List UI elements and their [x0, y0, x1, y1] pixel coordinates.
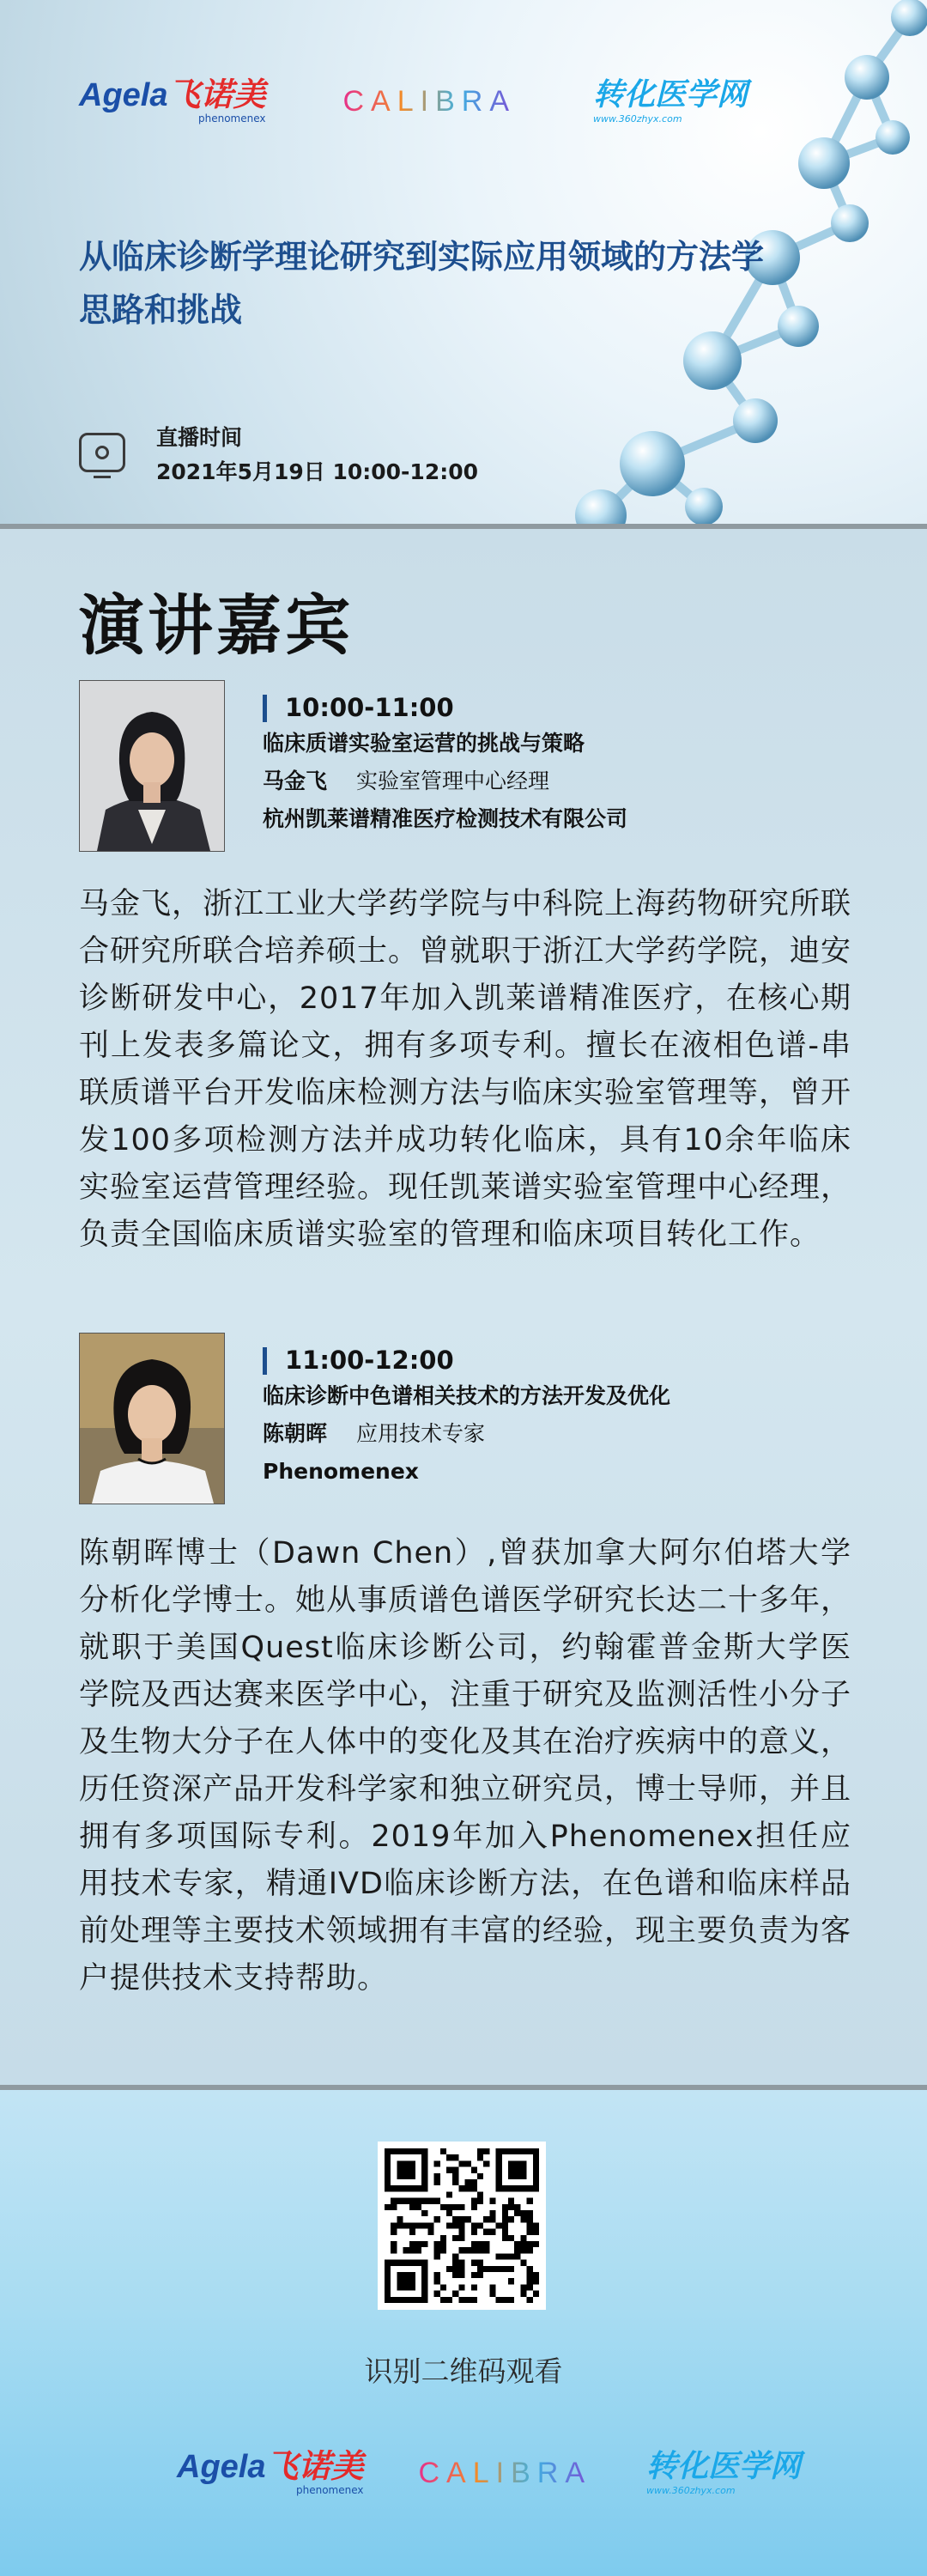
footer-logo-row — [177, 2448, 802, 2496]
agela-phenomenex-logo — [79, 79, 266, 124]
speaker-2-org: Phenomenex — [263, 1459, 419, 1484]
speaker-1-title: 实验室管理中心经理 — [356, 769, 550, 793]
footer-agela-phenomenex-logo — [177, 2451, 364, 2495]
speaker-1-info — [263, 690, 627, 838]
speaker-1-name: 马金飞 — [263, 769, 328, 793]
header-banner — [0, 0, 927, 524]
zhyx-logo — [593, 76, 748, 125]
zhyx-logo-url: www.360zhyx.com — [593, 112, 682, 125]
header-logo-row — [79, 76, 748, 125]
speaker-2-topic: 临床诊断中色谱相关技术的方法开发及优化 — [263, 1383, 671, 1408]
qr-caption: 识别二维码观看 — [364, 2354, 563, 2388]
zhyx-logo-text: 转化医学网 — [593, 76, 748, 112]
footer-zhyx-logo — [646, 2448, 802, 2496]
footer-calibra-logo: CALIBRA — [418, 2456, 591, 2489]
qr-code[interactable] — [378, 2142, 546, 2310]
live-time: 2021年5月19日 10:00-12:00 — [156, 459, 479, 484]
section-title: 演讲嘉宾 — [79, 587, 354, 664]
agela-logo-text: Agela — [79, 77, 168, 113]
speaker-1-bio: 马金飞，浙江工业大学药学院与中科院上海药物研究所联合研究所联合培养硕士。曾就职于浙江大学药学院，迪安诊断研发中心，2017年加入凯莱谱精准医疗，在核心期刊上发表多篇论文，拥有多项专利。擅长在液相色谱-串联质谱平台开发临床检测方法与临床实验室管理等，曾开发100多项检测方法并成功转化临床，具有10余年临床实验室运营管理经验。现任凯莱谱实验室管理中心经理，负责全国临床质谱实验室的管理和临床项目转化工作。 — [79, 887, 852, 1252]
speaker-2-name: 陈朝晖 — [263, 1421, 328, 1446]
footer-zhyx-logo-url: www.360zhyx.com — [646, 2484, 736, 2496]
speaker-2-title: 应用技术专家 — [356, 1421, 486, 1446]
live-time-block — [79, 421, 478, 489]
footer-agela-logo-text: Agela — [177, 2449, 266, 2485]
footer-agela-logo-sub: phenomenex — [295, 2484, 364, 2496]
speaker-1-org: 杭州凯莱谱精准医疗检测技术有限公司 — [263, 806, 628, 831]
footer-zhyx-logo-text: 转化医学网 — [646, 2448, 802, 2484]
calibra-logo: CALIBRA — [342, 84, 516, 118]
speaker-1-topic: 临床质谱实验室运营的挑战与策略 — [263, 731, 585, 756]
live-broadcast-icon — [79, 433, 125, 472]
live-label: 直播时间 — [156, 425, 243, 450]
speaker-2-bio: 陈朝晖博士（Dawn Chen）,曾获加拿大阿尔伯塔大学分析化学博士。她从事质谱色谱医学研究长达二十多年，就职于美国Quest临床诊断公司，约翰霍普金斯大学医学院及西达赛来医学中心，注重于研究及监测活性小分子及生物大分子在人体中的变化及其在治疗疾病中的意义，历任资深产品开发科学家和独立研究员，博士导师，并且拥有多项国际专利。2019年加入Phenomenex担任应用技术专家，精通IVD临床诊断方法，在色谱和临床样品前处理等主要技术领域拥有丰富的经验，现主要负责为客户提供技术支持帮助。 — [79, 1536, 852, 1996]
footer-agela-logo-cn: 飞诺美 — [265, 2449, 364, 2485]
speaker-photo-chen-zhaohui — [79, 1333, 225, 1504]
speaker-2-time: 11:00-12:00 — [263, 1343, 670, 1377]
agela-logo-sub: phenomenex — [197, 112, 266, 125]
speakers-section — [0, 529, 927, 2085]
event-headline: 从临床诊断学理论研究到实际应用领域的方法学思路和挑战 — [79, 238, 765, 329]
agela-logo-cn: 飞诺美 — [167, 77, 266, 113]
speaker-2-info — [263, 1343, 670, 1491]
speaker-photo-ma-jinfei — [79, 680, 225, 852]
speaker-1-time: 10:00-11:00 — [263, 690, 627, 725]
footer — [0, 2090, 927, 2576]
